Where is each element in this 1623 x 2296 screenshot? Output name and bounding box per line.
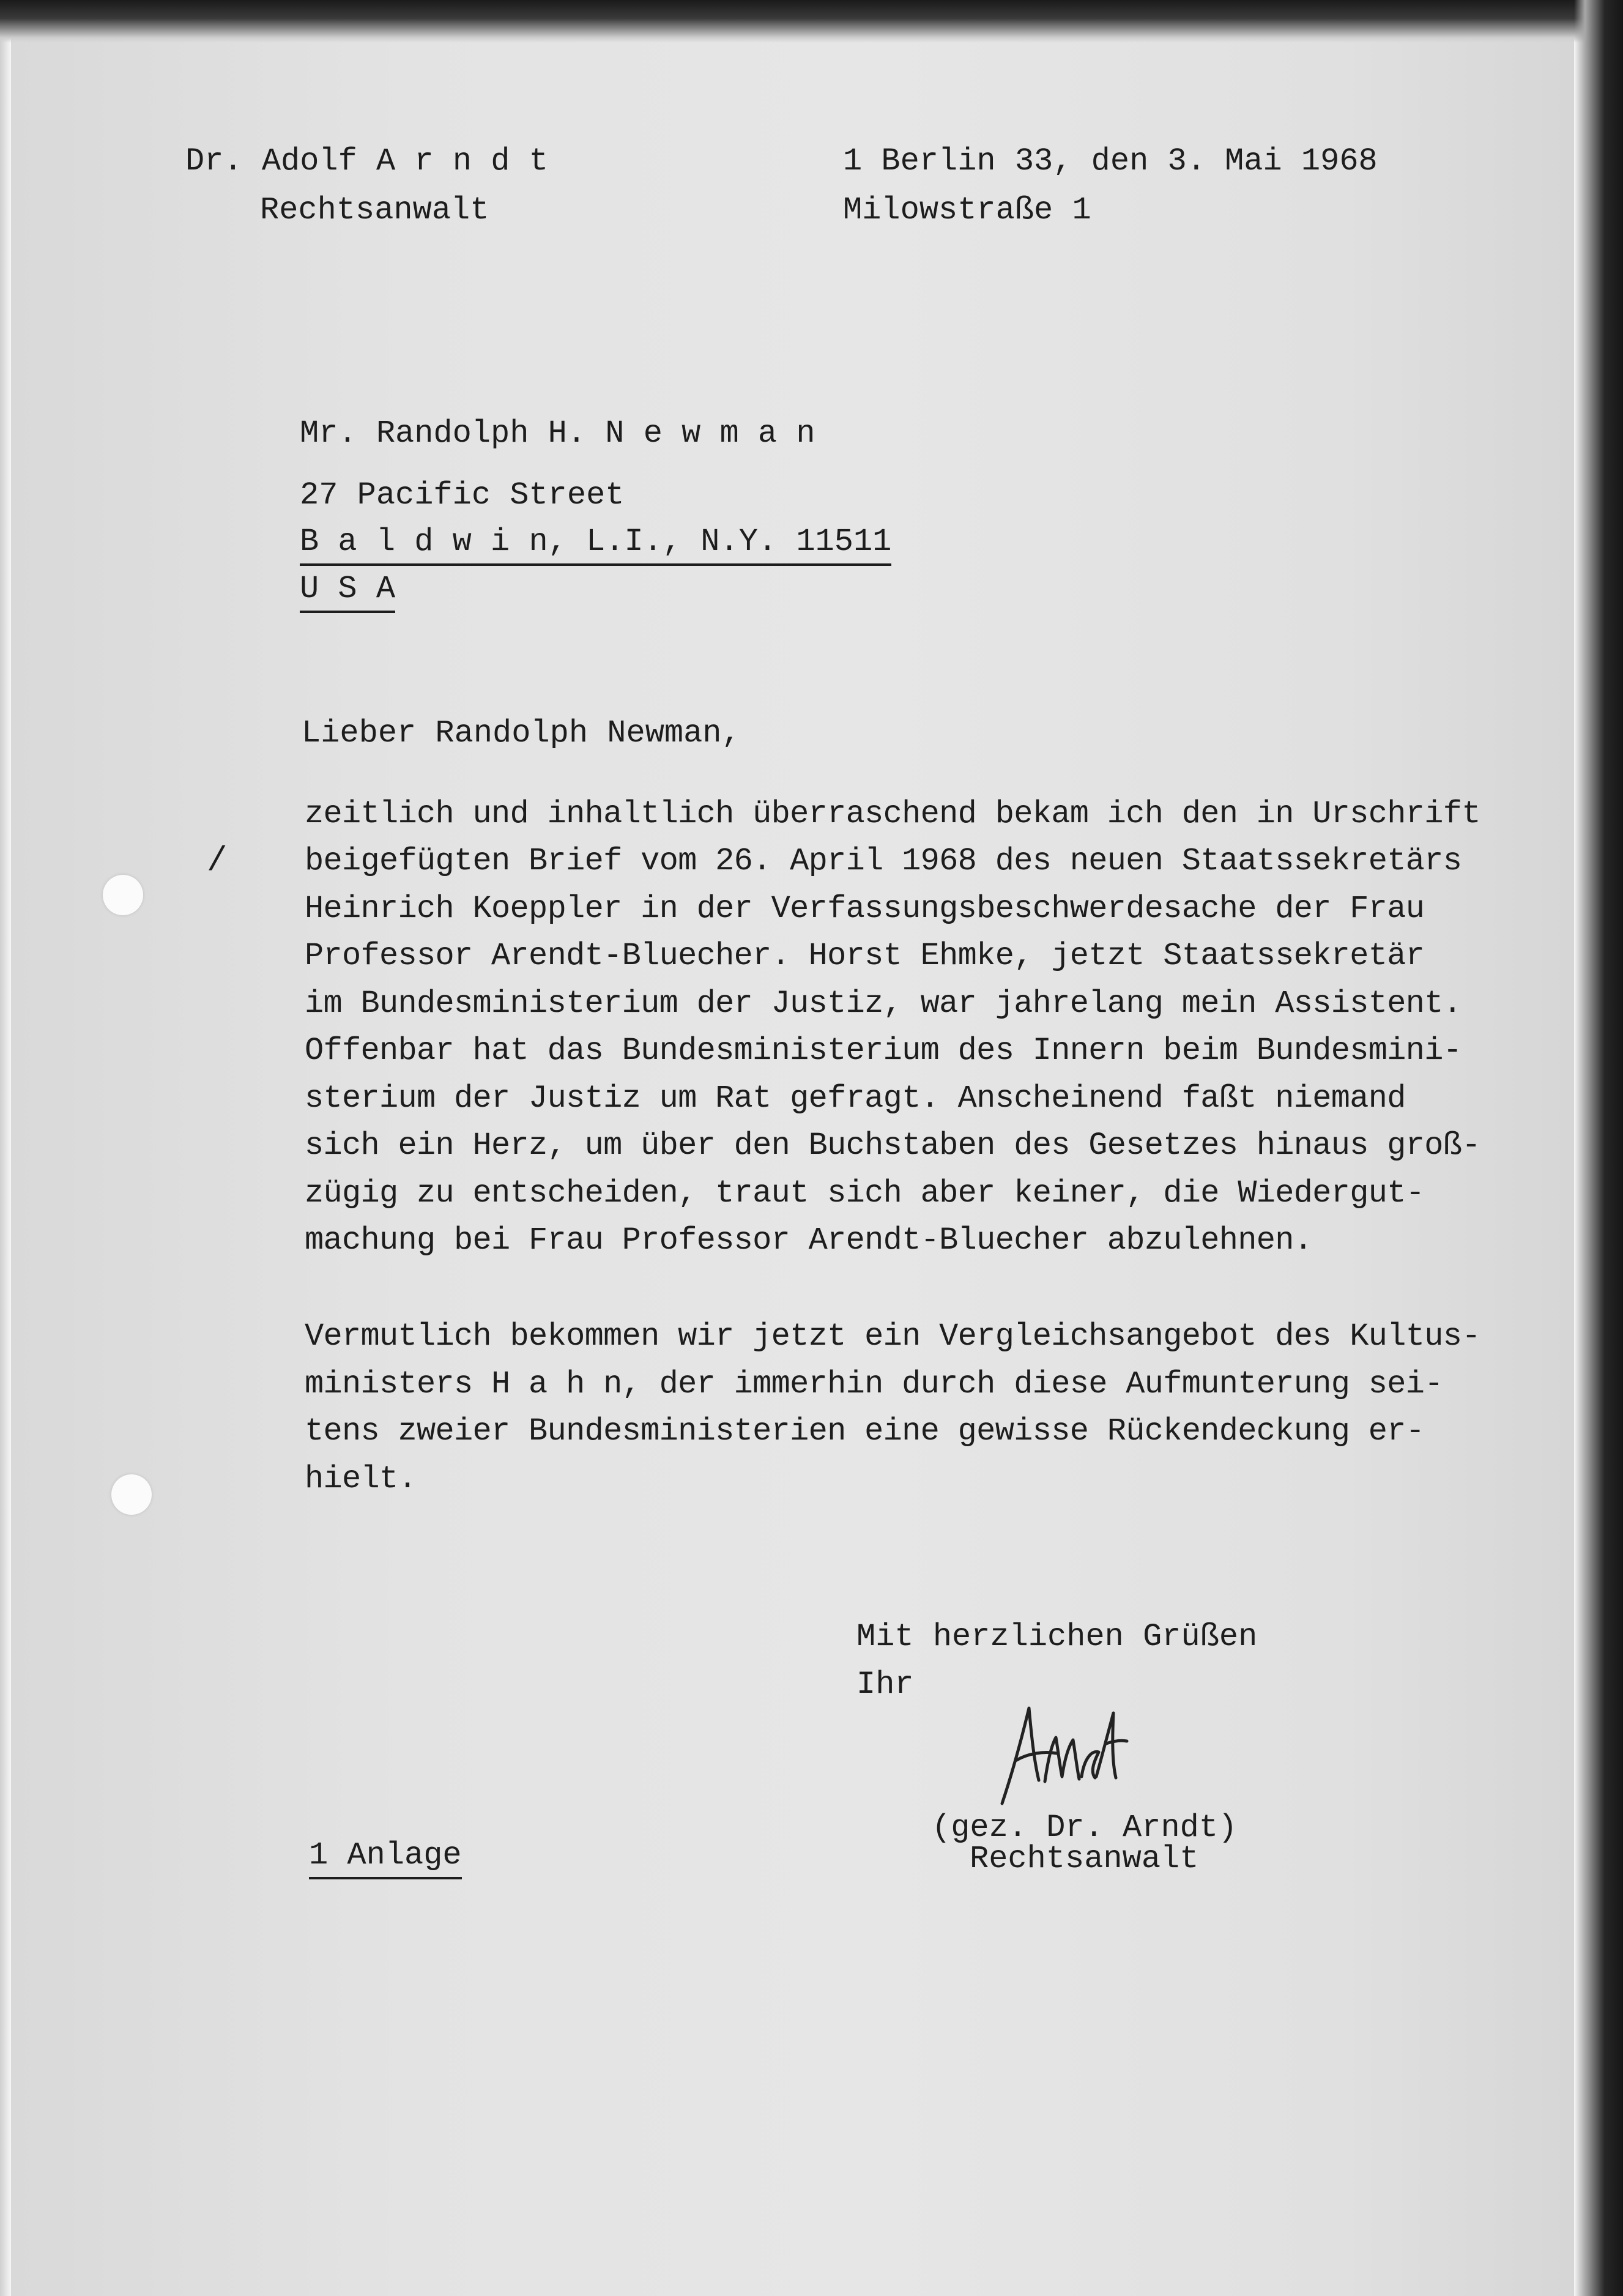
punch-hole-upper bbox=[103, 875, 143, 915]
salutation: Lieber Randolph Newman, bbox=[302, 715, 741, 751]
paragraph1-line: beigefügten Brief vom 26. April 1968 des neuen Staatssekretärs bbox=[305, 843, 1462, 879]
paragraph1-line: sich ein Herz, um über den Buchstaben des Gesetzes hinaus groß- bbox=[305, 1128, 1480, 1164]
paragraph1-line: machung bei Frau Professor Arendt-Bluecher abzulehnen. bbox=[305, 1222, 1313, 1258]
recipient-country bbox=[300, 573, 395, 605]
paragraph1-line: sterium der Justiz um Rat gefragt. Anscheinend faßt niemand bbox=[305, 1080, 1406, 1116]
signer-title: Rechtsanwalt bbox=[970, 1841, 1199, 1877]
paragraph2-line: tens zweier Bundesministerien eine gewisse Rückendeckung er- bbox=[305, 1413, 1425, 1449]
paragraph2-line: hielt. bbox=[305, 1461, 417, 1497]
paragraph2-line: Vermutlich bekommen wir jetzt ein Vergleichsangebot des Kultus- bbox=[305, 1318, 1480, 1354]
paragraph2-line: ministers H a h n, der immerhin durch diese Aufmunterung sei- bbox=[305, 1366, 1443, 1402]
enclosure-note bbox=[309, 1837, 462, 1873]
paragraph1-line: Heinrich Koeppler in der Verfassungsbeschwerdesache der Frau bbox=[305, 891, 1425, 927]
paper-sheet bbox=[11, 37, 1574, 2296]
handwritten-signature bbox=[991, 1701, 1132, 1811]
recipient-city bbox=[300, 526, 891, 558]
recipient-name: Mr. Randolph H. N e w m a n bbox=[300, 415, 815, 451]
margin-annotation: / bbox=[207, 841, 228, 880]
enclosure-underlined: 1 Anlage bbox=[309, 1837, 462, 1879]
recipient-city-underlined: B a l d w i n, L.I., N.Y. 11511 bbox=[300, 524, 891, 566]
scan-left-edge bbox=[0, 0, 11, 2296]
recipient-street: 27 Pacific Street bbox=[300, 477, 625, 513]
sender-street: Milowstraße 1 bbox=[843, 192, 1091, 228]
paragraph1-line: Offenbar hat das Bundesministerium des Innern beim Bundesmini- bbox=[305, 1033, 1462, 1069]
paragraph1-line: im Bundesministerium der Justiz, war jahrelang mein Assistent. bbox=[305, 986, 1462, 1022]
paragraph1-line: zügig zu entscheiden, traut sich aber keiner, die Wiedergut- bbox=[305, 1175, 1425, 1211]
closing-ihr: Ihr bbox=[856, 1666, 914, 1703]
signed-name: (gez. Dr. Arndt) bbox=[932, 1810, 1238, 1846]
sender-title: Rechtsanwalt bbox=[260, 192, 489, 228]
paragraph1-line: Professor Arendt-Bluecher. Horst Ehmke, jetzt Staatssekretär bbox=[305, 938, 1425, 974]
sender-name: Dr. Adolf A r n d t bbox=[185, 143, 548, 179]
paragraph1-line: zeitlich und inhaltlich überraschend bekam ich den in Urschrift bbox=[305, 796, 1480, 832]
scan-top-edge bbox=[0, 0, 1623, 43]
punch-hole-lower bbox=[111, 1474, 152, 1515]
scan-right-edge bbox=[1574, 0, 1623, 2296]
recipient-country-underlined: U S A bbox=[300, 571, 395, 613]
closing-greeting: Mit herzlichen Grüßen bbox=[856, 1619, 1258, 1655]
place-date: 1 Berlin 33, den 3. Mai 1968 bbox=[843, 143, 1378, 179]
